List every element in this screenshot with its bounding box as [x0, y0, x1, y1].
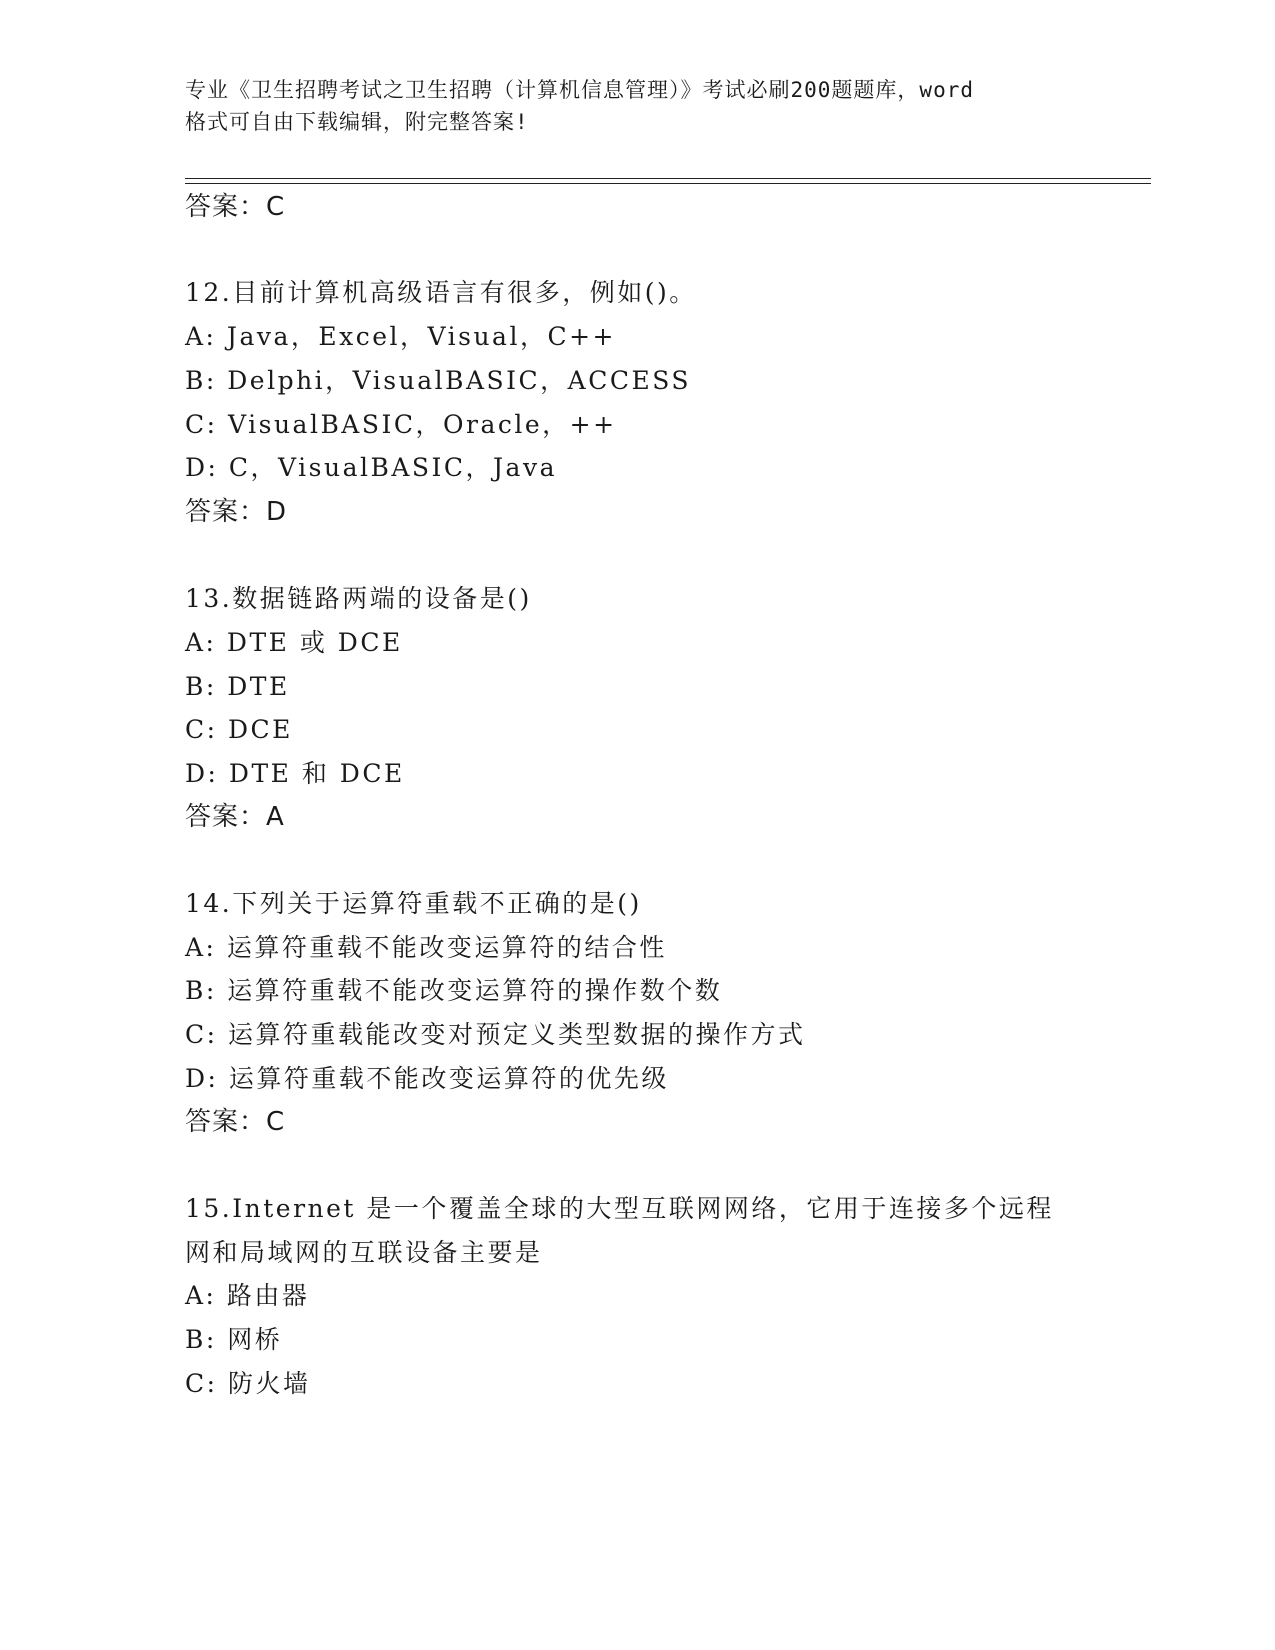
- question-12-option-d: D: C，VisualBASIC，Java: [185, 453, 557, 482]
- question-15-option-b: B: 网桥: [185, 1325, 283, 1354]
- question-14-option-d: D: 运算符重载不能改变运算符的优先级: [185, 1064, 669, 1093]
- question-13-option-d: D: DTE 和 DCE: [185, 759, 405, 788]
- question-14-option-a: A: 运算符重载不能改变运算符的结合性: [185, 933, 667, 962]
- question-15-stem-line-2: 网和局域网的互联设备主要是: [185, 1238, 543, 1267]
- question-13-option-a: A: DTE 或 DCE: [185, 628, 403, 657]
- answer-q12: 答案：D: [185, 497, 288, 527]
- question-15-stem-line-1: 15.Internet 是一个覆盖全球的大型互联网网络，它用于连接多个远程: [185, 1194, 1054, 1223]
- question-12-option-b: B: Delphi，VisualBASIC，ACCESS: [185, 366, 692, 395]
- question-14-option-b: B: 运算符重载不能改变运算符的操作数个数: [185, 976, 723, 1005]
- answer-q13: 答案：A: [185, 802, 285, 832]
- question-15-option-a: A: 路由器: [185, 1281, 310, 1310]
- header-line-2: 格式可自由下载编辑，附完整答案!: [185, 110, 529, 134]
- answer-q11: 答案：C: [185, 192, 286, 222]
- header-line-1: 专业《卫生招聘考试之卫生招聘（计算机信息管理）》考试必刷200题题库，word: [185, 78, 974, 102]
- answer-q14: 答案：C: [185, 1107, 286, 1137]
- question-14-stem: 14.下列关于运算符重载不正确的是(): [185, 889, 642, 918]
- document-header: [185, 74, 1085, 138]
- question-13-stem: 13.数据链路两端的设备是(): [185, 584, 532, 613]
- question-13-option-c: C: DCE: [185, 715, 293, 744]
- header-divider-top: [185, 178, 1151, 179]
- question-12-option-c: C: VisualBASIC，Oracle，++: [185, 410, 617, 439]
- question-12-option-a: A: Java，Excel，Visual，C++: [185, 322, 616, 351]
- question-13-option-b: B: DTE: [185, 672, 290, 701]
- question-15-option-c: C: 防火墙: [185, 1369, 311, 1398]
- question-12-stem: 12.目前计算机高级语言有很多，例如()。: [185, 278, 697, 307]
- header-divider-bottom: [185, 183, 1151, 184]
- question-14-option-c: C: 运算符重载能改变对预定义类型数据的操作方式: [185, 1020, 806, 1049]
